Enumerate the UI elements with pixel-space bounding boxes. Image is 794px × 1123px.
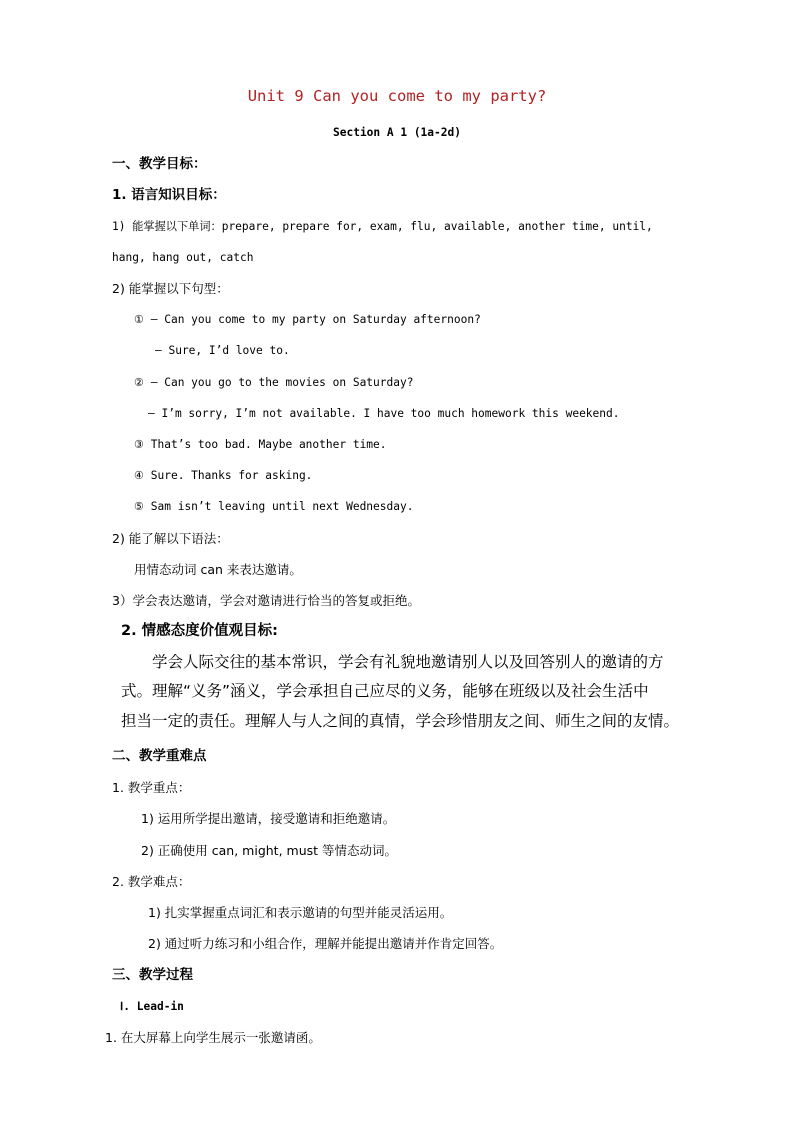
vocab-line-1: 1) 能掌握以下单词：prepare, prepare for, exam, flu, available, another time, until, (112, 220, 653, 233)
sentence-item: — Sure, I’d love to. (155, 344, 290, 357)
grammar-text: 用情态动词 can 来表达邀请。 (134, 562, 302, 577)
difficult-heading: 2. 教学难点： (112, 874, 191, 889)
document-title: Unit 9 Can you come to my party? (247, 87, 547, 105)
focus-heading: 1. 教学重点： (112, 780, 191, 795)
goal2-heading: 2. 情感态度价值观目标: (121, 623, 278, 639)
focus-item: 1) 运用所学提出邀请，接受邀请和拒绝邀请。 (141, 811, 396, 826)
goal1-heading: 1. 语言知识目标： (112, 187, 226, 203)
sentence-item: — I’m sorry, I’m not available. I have too much homework this weekend. (148, 407, 620, 420)
section-heading-goals: 一、教学目标： (112, 156, 207, 172)
goal2-paragraph-line: 担当一定的责任。理解人与人之间的真情，学会珍惜朋友之间、师生之间的友情。 (121, 712, 680, 730)
difficult-item: 2) 通过听力练习和小组合作，理解并能提出邀请并作肯定回答。 (148, 936, 503, 951)
sentence-item: ① — Can you come to my party on Saturday afternoon? (134, 313, 481, 326)
section-heading-process: 三、教学过程 (112, 967, 193, 983)
leadin-heading: Ⅰ. Lead-in (120, 1000, 184, 1013)
goal2-paragraph-line: 学会人际交往的基本常识，学会有礼貌地邀请别人以及回答别人的邀请的方 (152, 653, 664, 671)
sentence-item: ⑤ Sam isn’t leaving until next Wednesday. (134, 500, 414, 513)
difficult-item: 1) 扎实掌握重点词汇和表示邀请的句型并能灵活运用。 (148, 905, 453, 920)
goal2-paragraph-line: 式。理解“义务”涵义，学会承担自己应尽的义务，能够在班级以及社会生活中 (121, 682, 649, 700)
grammar-heading: 2) 能了解以下语法： (112, 531, 229, 546)
item3-text: 3）学会表达邀请，学会对邀请进行恰当的答复或拒绝。 (112, 593, 420, 608)
leadin-item: 1. 在大屏幕上向学生展示一张邀请函。 (105, 1030, 321, 1045)
sentences-heading: 2) 能掌握以下句型： (112, 281, 229, 296)
sentence-item: ④ Sure. Thanks for asking. (134, 469, 313, 482)
vocab-line-2: hang, hang out, catch (112, 251, 254, 264)
sentence-item: ③ That’s too bad. Maybe another time. (134, 438, 387, 451)
sentence-item: ② — Can you go to the movies on Saturday? (134, 376, 414, 389)
section-heading-focus: 二、教学重难点 (112, 748, 207, 764)
section-subtitle: Section A 1 (1a-2d) (333, 126, 461, 139)
focus-item: 2) 正确使用 can, might, must 等情态动词。 (141, 843, 398, 858)
